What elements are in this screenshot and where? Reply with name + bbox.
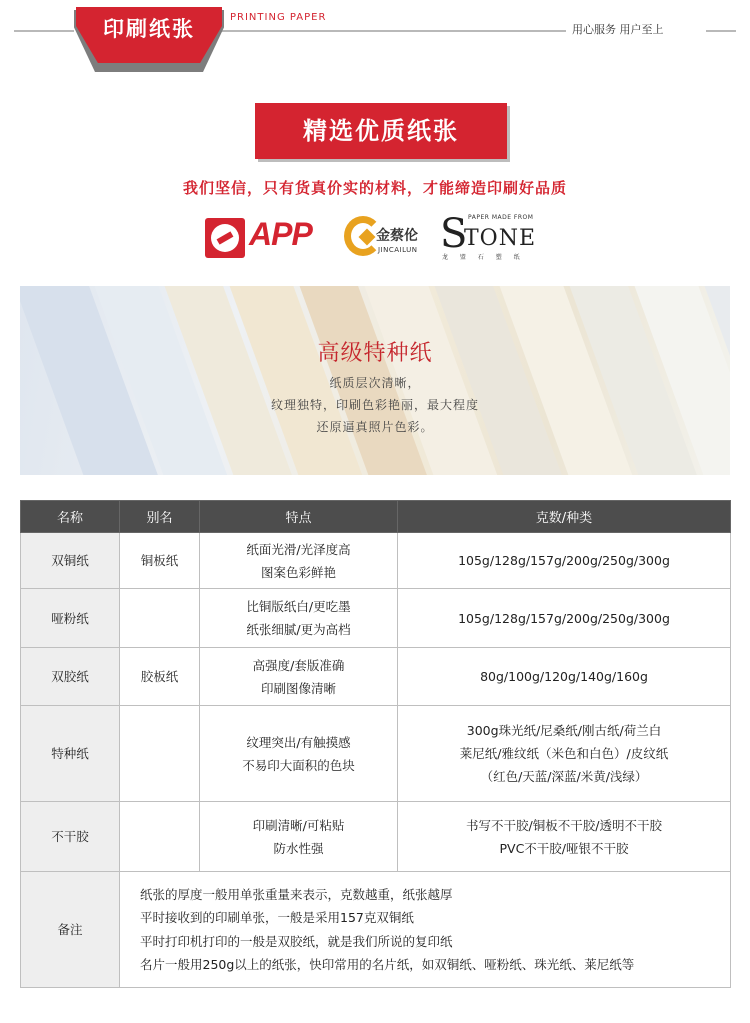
note-line: 纸张的厚度一般用单张重量来表示，克数越重，纸张越厚 (140, 886, 453, 902)
spec-line: 300g珠光纸/尼桑纸/刚古纸/荷兰白 (466, 723, 662, 738)
paper-features (200, 802, 398, 872)
banner-line-2: 纹理独特，印刷色彩艳丽，最大程度 (270, 398, 479, 412)
paper-samples-banner (20, 286, 730, 475)
column-header-name: 名称 (21, 501, 120, 533)
header-divider-left (14, 30, 74, 32)
paper-name: 特种纸 (21, 706, 120, 802)
stone-logo-word: TONE (464, 226, 537, 251)
paper-name: 双铜纸 (21, 533, 120, 589)
notes-content (120, 872, 731, 988)
app-badge-icon (205, 218, 245, 258)
spec-line: PVC不干胶/哑银不干胶 (499, 840, 629, 856)
feature-line: 印刷清晰/可粘贴 (252, 817, 345, 833)
paper-name: 哑粉纸 (21, 589, 120, 648)
table-row (21, 589, 731, 648)
paper-specs (398, 802, 731, 872)
banner-title: 高级特种纸 (317, 341, 433, 366)
column-header-features: 特点 (200, 501, 398, 533)
stone-logo-tagline: PAPER MADE FROM (468, 214, 534, 221)
feature-line: 不易印大面积的色块 (242, 757, 355, 773)
paper-spec-table (20, 500, 731, 988)
paper-features (200, 706, 398, 802)
feature-line: 印刷图像清晰 (260, 680, 336, 696)
note-line: 名片一般用250g以上的纸张，快印常用的名片纸，如双铜纸、哑粉纸、珠光纸、莱尼纸等 (140, 957, 635, 972)
spec-line: 书写不干胶/铜板不干胶/透明不干胶 (466, 817, 662, 833)
banner-line-1: 纸质层次清晰， (329, 376, 421, 390)
spec-line: 80g/100g/120g/140g/160g (480, 669, 648, 684)
note-line: 平时接收到的印刷单张，一般是采用157克双铜纸 (140, 910, 414, 925)
jincailun-logo-cn: 金蔡伦 (376, 228, 418, 244)
feature-line: 比铜版纸白/更吃墨 (246, 599, 351, 614)
page-title: 精选优质纸张 (303, 117, 459, 145)
spec-line: 105g/128g/157g/200g/250g/300g (458, 553, 670, 568)
feature-line: 防水性强 (273, 840, 324, 856)
paper-name: 不干胶 (21, 802, 120, 872)
spec-line: 105g/128g/157g/200g/250g/300g (458, 610, 670, 626)
feature-line: 纹理突出/有触摸感 (246, 734, 351, 750)
page-header (0, 0, 750, 80)
note-line: 平时打印机打印的一般是双胶纸，就是我们所说的复印纸 (140, 933, 453, 949)
feature-line: 图案色彩鲜艳 (260, 564, 336, 580)
paper-specs (398, 648, 731, 706)
spec-line: 莱尼纸/雅纹纸（米色和白色）/皮纹纸 (459, 746, 669, 761)
table-row (21, 533, 731, 589)
paper-specs (398, 533, 731, 589)
stone-logo-subtext: 龙 盟 石 塑 纸 (442, 254, 525, 261)
section-tab-english: PRINTING PAPER (230, 12, 327, 23)
paper-features (200, 648, 398, 706)
notes-label: 备注 (21, 872, 120, 988)
column-header-specs: 克数/种类 (398, 501, 731, 533)
table-header-row (21, 501, 731, 533)
table-row-notes (21, 872, 731, 988)
paper-alias (120, 802, 200, 872)
banner-line-3: 还原逼真照片色彩。 (316, 420, 434, 434)
feature-line: 高强度/套版准确 (252, 657, 345, 673)
paper-alias (120, 589, 200, 648)
paper-features (200, 589, 398, 648)
paper-alias (120, 706, 200, 802)
paper-specs (398, 589, 731, 648)
page-subtitle: 我们坚信，只有货真价实的材料，才能缔造印刷好品质 (182, 179, 567, 197)
paper-alias: 铜板纸 (120, 533, 200, 589)
feature-line: 纸张细腻/更为高档 (246, 622, 351, 637)
stone-logo-initial: S (440, 211, 468, 257)
table-row (21, 802, 731, 872)
feature-line: 纸面光滑/光泽度高 (246, 541, 351, 557)
app-logo (205, 216, 329, 260)
table-row (21, 706, 731, 802)
jincailun-logo-en: JINCAILUN (378, 246, 418, 254)
paper-features (200, 533, 398, 589)
table-row (21, 648, 731, 706)
stone-logo (438, 212, 542, 262)
column-header-alias: 别名 (120, 501, 200, 533)
paper-name: 双胶纸 (21, 648, 120, 706)
paper-specs (398, 706, 731, 802)
paper-alias: 胶板纸 (120, 648, 200, 706)
jincailun-logo (344, 214, 430, 262)
title-banner (255, 103, 507, 159)
section-tab-label: 印刷纸张 (103, 17, 195, 41)
header-divider-tail (706, 30, 736, 32)
header-slogan: 用心服务 用户至上 (572, 23, 664, 36)
spec-line: （红色/天蓝/深蓝/米黄/浅绿） (480, 769, 648, 784)
header-divider-right (218, 30, 566, 32)
app-logo-text: APP (249, 216, 312, 252)
